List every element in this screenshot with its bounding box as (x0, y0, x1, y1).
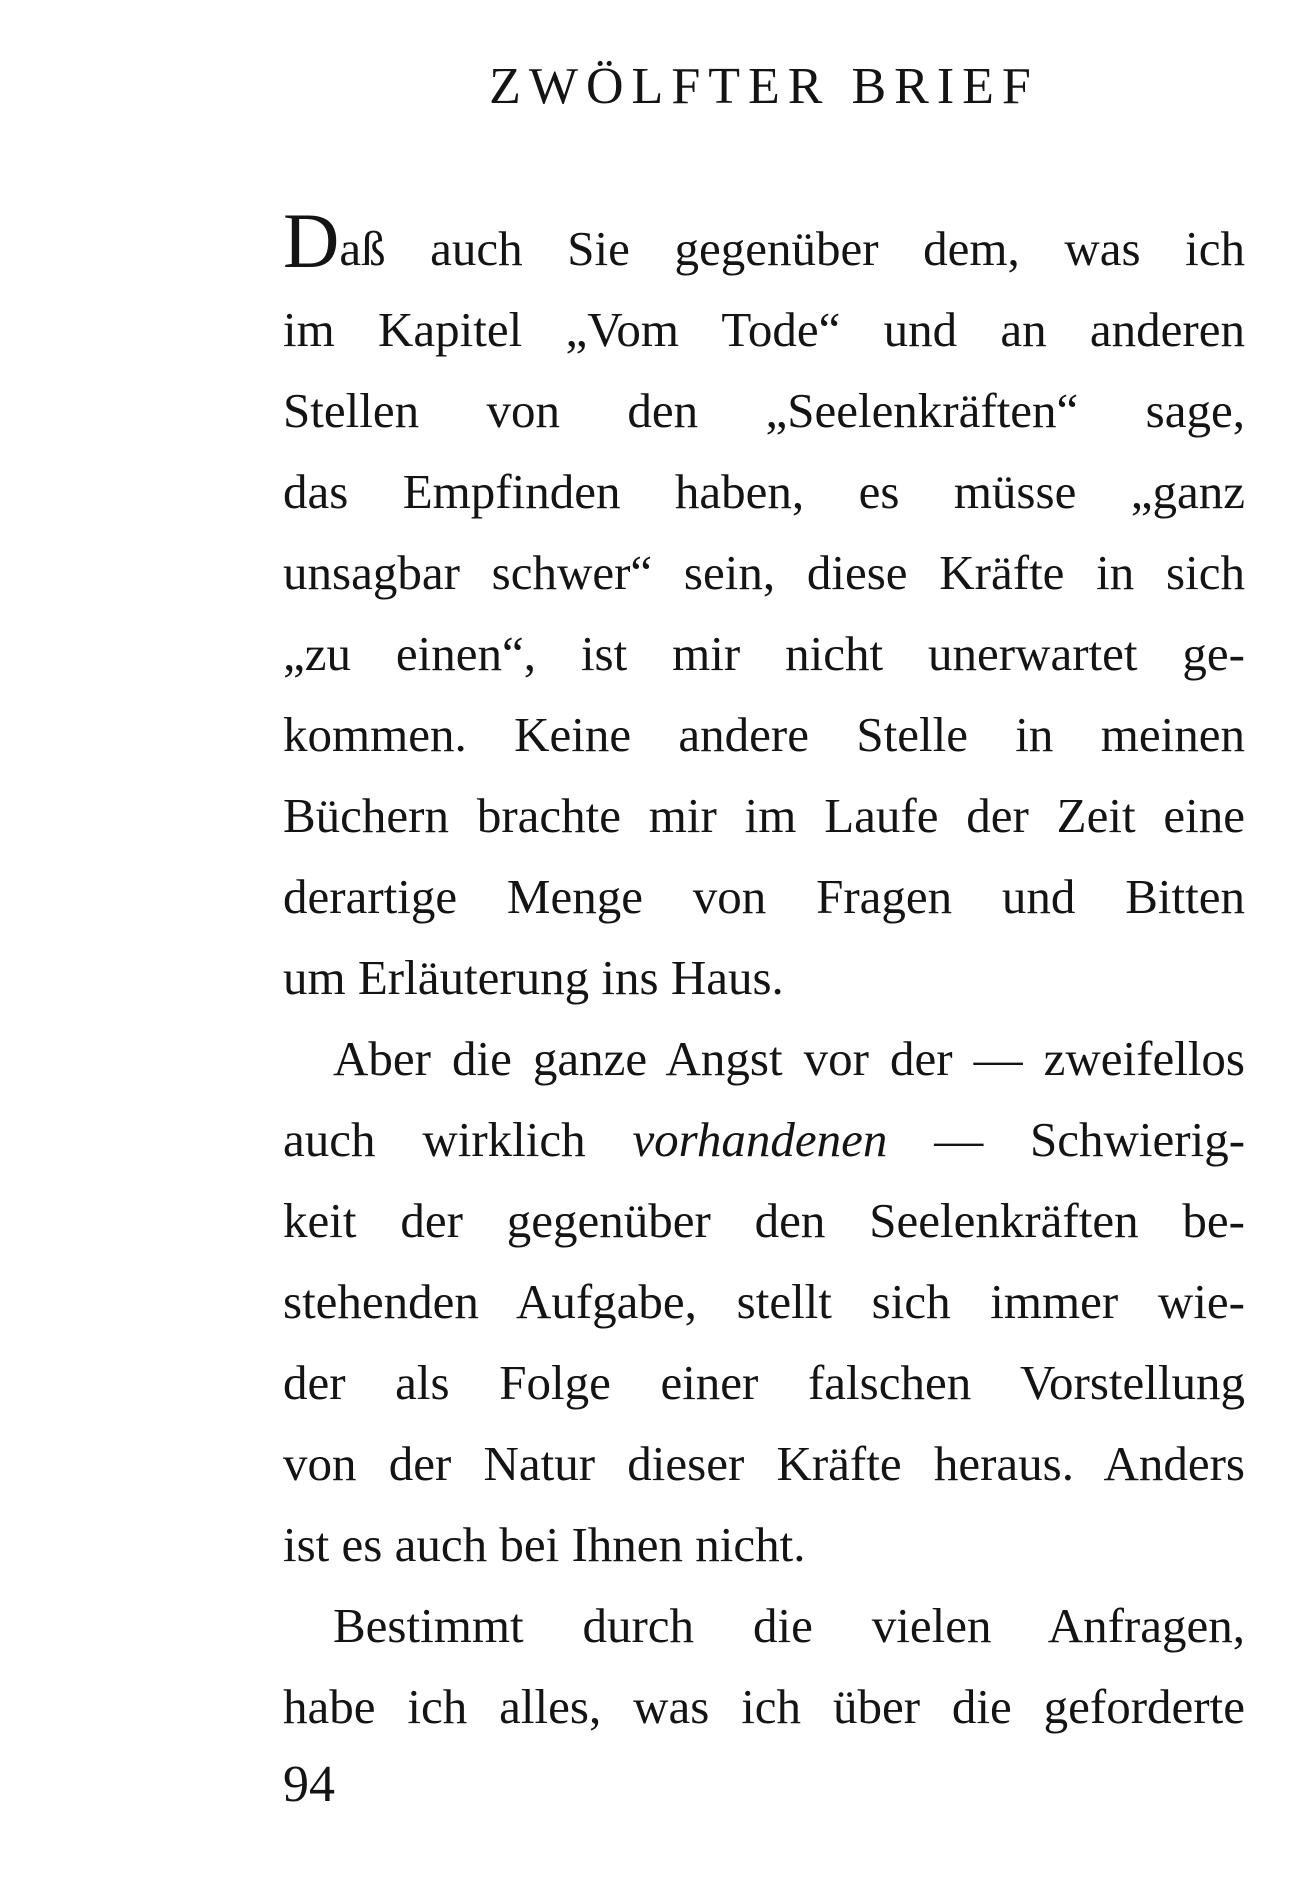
text-line: um Erläuterung ins Haus. (283, 950, 784, 1005)
text-line: Stellen von den „Seelenkräften“ sage, (283, 383, 1245, 438)
body-text (283, 208, 1245, 1747)
text-line: von der Natur dieser Kräfte heraus. Anders (283, 1436, 1245, 1491)
text-line: Aber die ganze Angst vor der — zweifellos (333, 1031, 1245, 1086)
page-number: 94 (283, 1756, 335, 1813)
text-line: stehenden Aufgabe, stellt sich immer wie- (283, 1274, 1245, 1329)
initial-letter: D (283, 208, 340, 284)
line-text: — Schwierig- (887, 1112, 1245, 1167)
text-line: kommen. Keine andere Stelle in meinen (283, 707, 1245, 762)
line-text: aß auch Sie gegenüber dem, was ich (339, 221, 1245, 276)
paragraph-2 (283, 1018, 1245, 1585)
text-line: Bestimmt durch die vielen Anfragen, (333, 1598, 1245, 1653)
text-line: derartige Menge von Fragen und Bitten (283, 869, 1245, 924)
paragraph-3 (283, 1585, 1245, 1747)
paragraph-1 (283, 208, 1245, 1018)
text-line (283, 208, 1245, 289)
running-head: ZWÖLFTER BRIEF (489, 58, 1039, 115)
text-line: der als Folge einer falschen Vorstellung (283, 1355, 1245, 1410)
text-line: habe ich alles, was ich über die geforderte (283, 1679, 1245, 1734)
text-line: im Kapitel „Vom Tode“ und an anderen (283, 302, 1245, 357)
text-line: Büchern brachte mir im Laufe der Zeit eine (283, 788, 1245, 843)
text-line: „zu einen“, ist mir nicht unerwartet ge- (283, 626, 1245, 681)
text-line: das Empfinden haben, es müsse „ganz (283, 464, 1245, 519)
line-text: auch wirklich (283, 1112, 633, 1167)
text-line: ist es auch bei Ihnen nicht. (283, 1517, 806, 1572)
emphasized-word: vorhandenen (632, 1112, 888, 1167)
text-line: keit der gegenüber den Seelenkräften be- (283, 1193, 1245, 1248)
text-line (283, 1099, 1245, 1180)
text-line: unsagbar schwer“ sein, diese Kräfte in sich (283, 545, 1245, 600)
